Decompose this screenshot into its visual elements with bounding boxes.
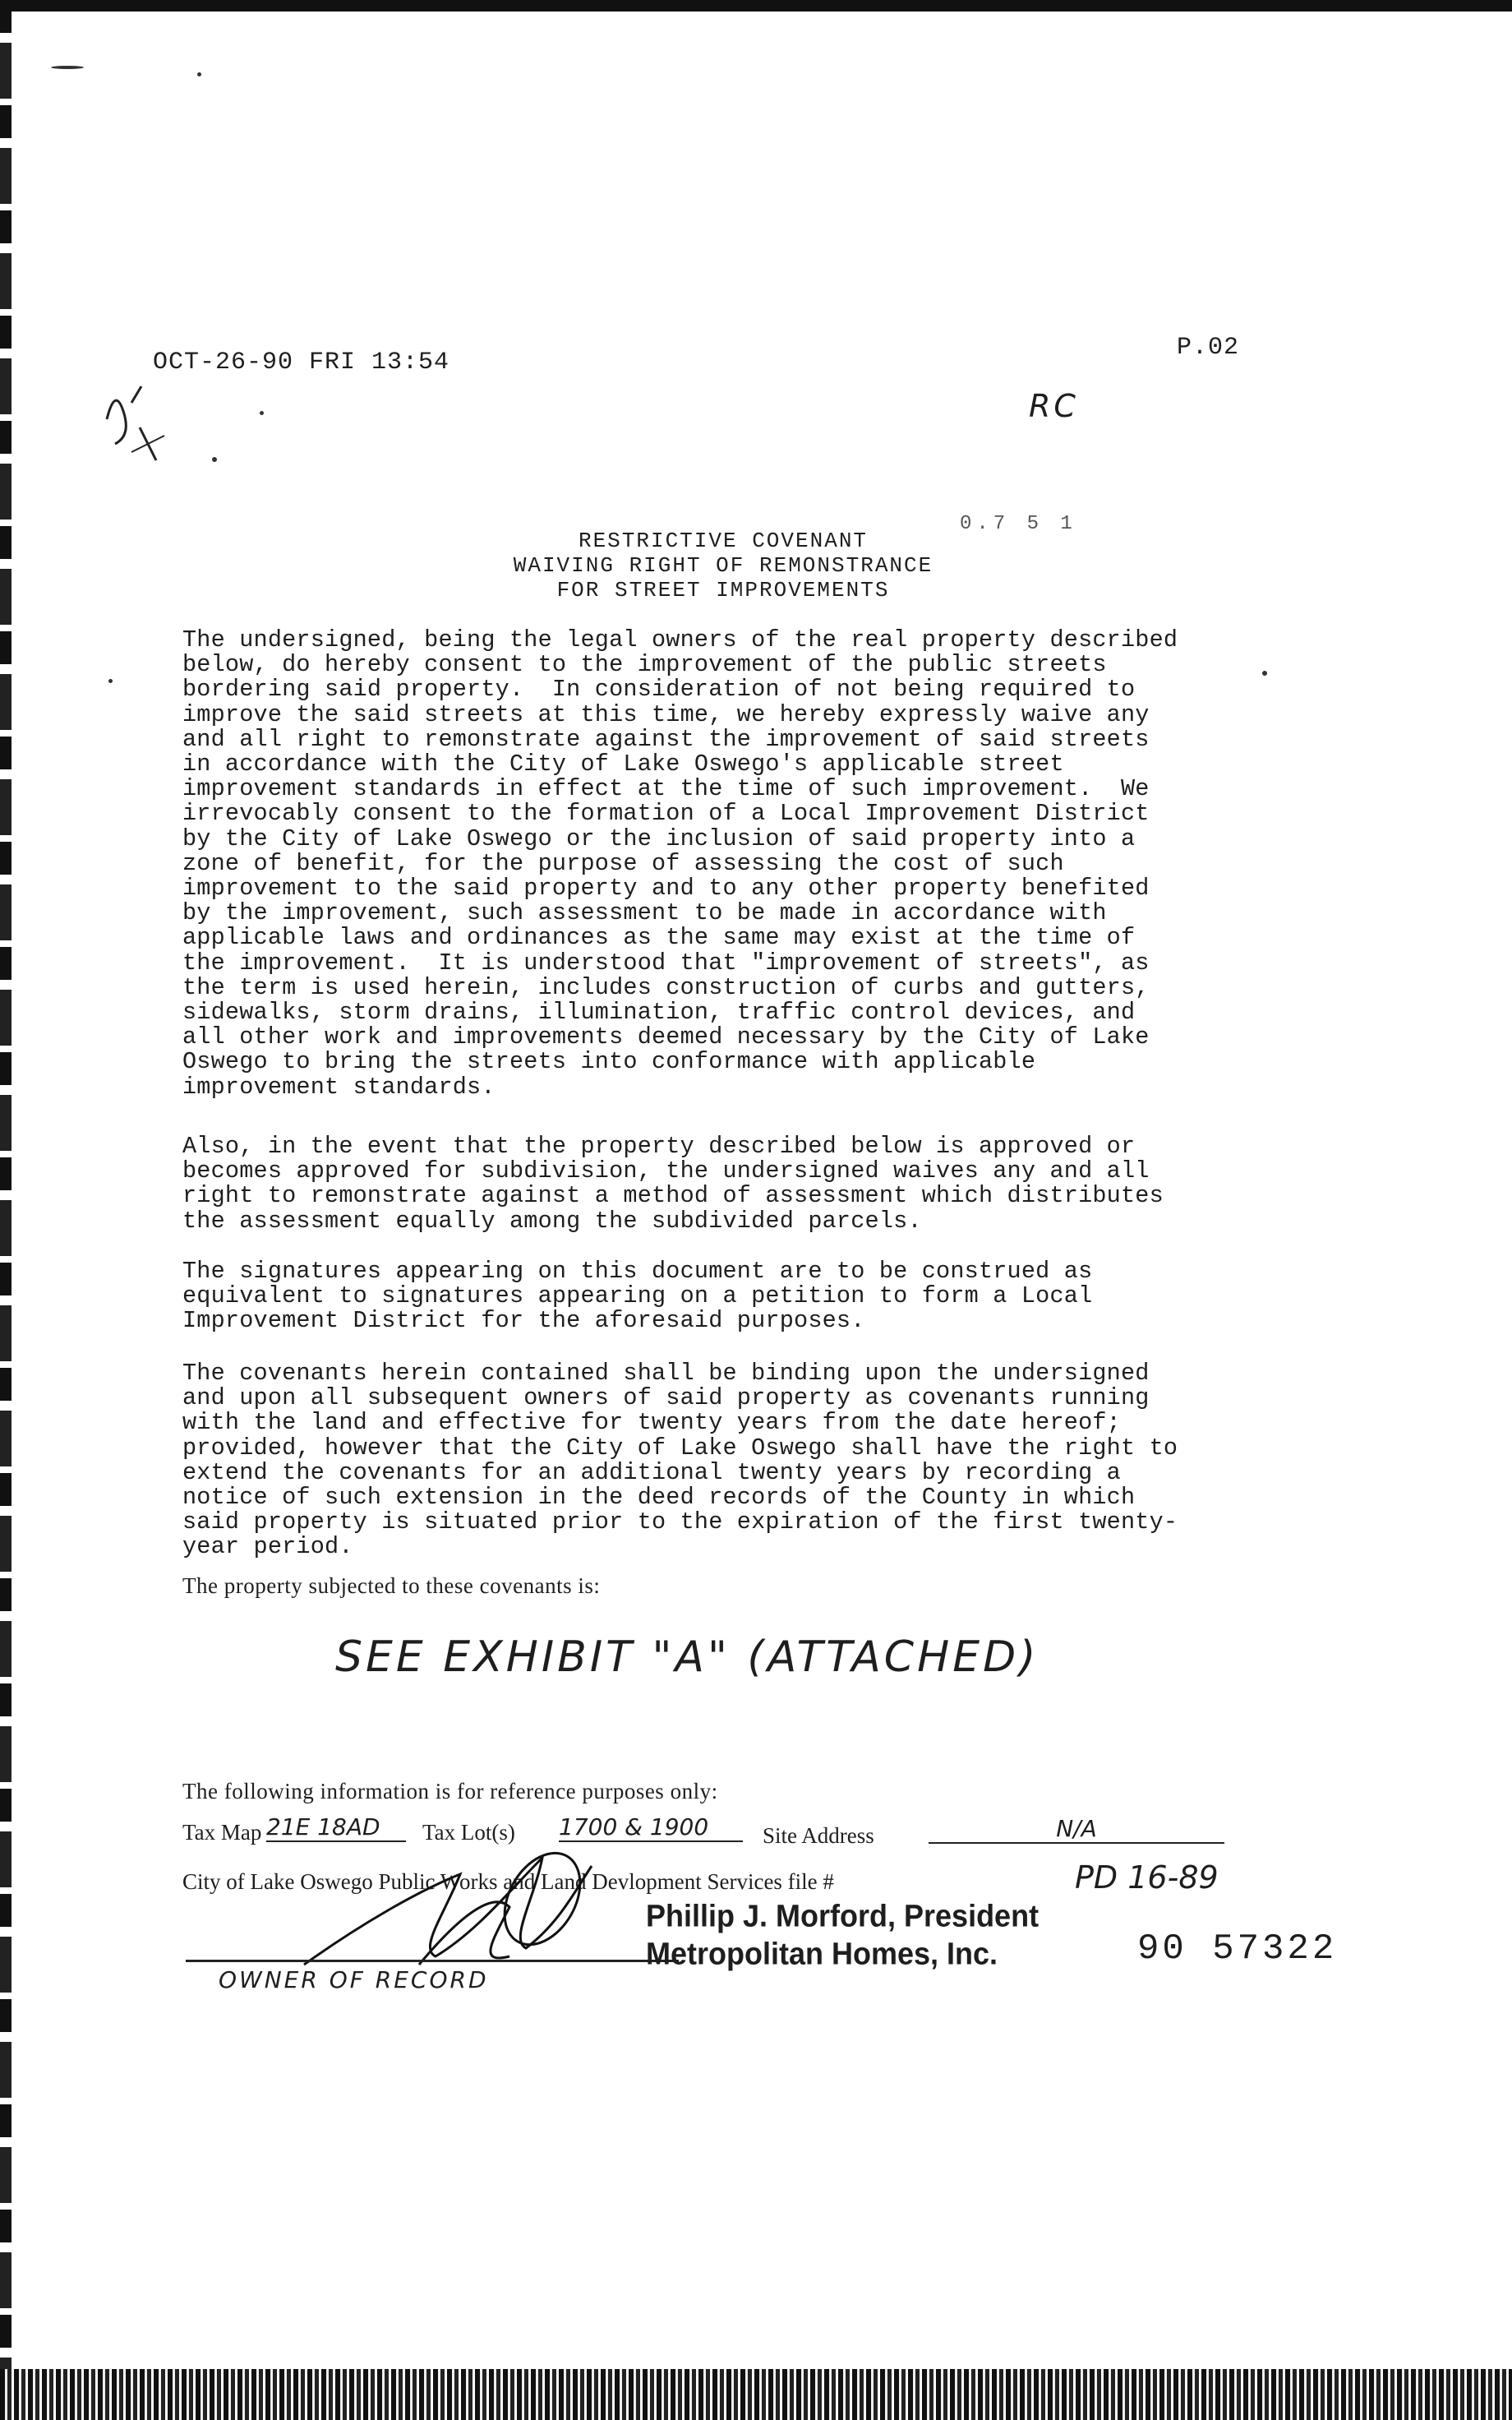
- signer-name: [646, 1897, 1039, 1973]
- paragraph-line: the assessment equally among the subdivided parcels.: [182, 1207, 922, 1235]
- paragraph-line: by the City of Lake Oswego or the inclusion of said property into a: [182, 824, 1136, 852]
- paragraph-line: the term is used herein, includes construction of curbs and gutters,: [182, 973, 1150, 1001]
- paragraph-line: all other work and improvements deemed necessary by the City of Lake: [182, 1023, 1150, 1051]
- scan-speck: [51, 66, 84, 69]
- paragraph-line: improvement to the said property and to any other property benefited: [182, 875, 1150, 903]
- property-exhibit-handwritten: SEE EXHIBIT "A" (ATTACHED): [335, 1633, 1040, 1682]
- owner-of-record-label: OWNER OF RECORD: [219, 1966, 489, 1993]
- tax-lots-value: 1700 & 1900: [559, 1813, 743, 1842]
- document-title-line3: FOR STREET IMPROVEMENTS: [556, 578, 890, 603]
- paragraph-line: The signatures appearing on this document are to be construed as: [182, 1258, 1093, 1285]
- scan-left-edge: [0, 0, 12, 2420]
- paragraph-signatures: [182, 1259, 1267, 1334]
- scan-bottom-edge: [0, 2369, 1512, 2420]
- paragraph-line: sidewalks, storm drains, illumination, traffic control devices, and: [182, 999, 1136, 1027]
- document-title-line2: WAIVING RIGHT OF REMONSTRANCE: [513, 553, 933, 578]
- paragraph-consent: [182, 628, 1267, 1100]
- paragraph-line: extend the covenants for an additional twenty years by recording a: [182, 1458, 1121, 1486]
- scan-speck: [197, 72, 201, 76]
- paragraph-line: Oswego to bring the streets into conformance with applicable: [182, 1048, 1036, 1076]
- fax-page-label: P.02: [1177, 334, 1240, 362]
- signature-line: [186, 1960, 679, 1962]
- paragraph-line: applicable laws and ordinances as the same may exist at the time of: [182, 924, 1136, 952]
- recording-number: 90 57322: [1137, 1928, 1338, 1970]
- handwritten-initials: RC: [1029, 388, 1079, 424]
- paragraph-line: the improvement. It is understood that "improvement of streets", as: [182, 949, 1150, 977]
- tax-map-value: 21E 18AD: [266, 1813, 406, 1842]
- paragraph-line: improvement standards.: [182, 1073, 496, 1101]
- paragraph-line: said property is situated prior to the expiration of the first twenty-: [182, 1508, 1178, 1536]
- paragraph-line: provided, however that the City of Lake Oswego shall have the right to: [182, 1434, 1178, 1462]
- paragraph-subdivision: [182, 1134, 1267, 1234]
- paragraph-line: The covenants herein contained shall be binding upon the undersigned: [182, 1360, 1150, 1387]
- paragraph-line: equivalent to signatures appearing on a petition to form a Local: [182, 1282, 1093, 1310]
- site-address-label: Site Address: [763, 1823, 874, 1848]
- paragraph-line: below, do hereby consent to the improvement of the public streets: [182, 651, 1107, 679]
- paragraph-line: Improvement District for the aforesaid purposes.: [182, 1307, 865, 1335]
- paragraph-line: in accordance with the City of Lake Oswego's applicable street: [182, 750, 1064, 778]
- site-address-value: N/A: [929, 1815, 1224, 1844]
- signer-name-line1: Phillip J. Morford, President: [646, 1897, 1040, 1933]
- paragraph-line: right to remonstrate against a method of assessment which distributes: [182, 1182, 1164, 1210]
- paragraph-line: by the improvement, such assessment to be made in accordance with: [182, 899, 1107, 927]
- paragraph-line: The undersigned, being the legal owners of the real property described: [182, 626, 1178, 653]
- tax-map-label: Tax Map: [182, 1820, 262, 1845]
- paragraph-line: with the land and effective for twenty years from the date hereof;: [182, 1409, 1121, 1437]
- paragraph-line: bordering said property. In consideration of not being required to: [182, 676, 1136, 704]
- document-title-line1: RESTRICTIVE COVENANT: [578, 529, 869, 553]
- scan-speck: [260, 411, 264, 415]
- paragraph-line: becomes approved for subdivision, the undersigned waives any and all: [182, 1157, 1150, 1185]
- paragraph-line: notice of such extension in the deed records of the County in which: [182, 1484, 1136, 1512]
- reference-intro: The following information is for reference purposes only:: [182, 1779, 718, 1803]
- fax-header-stamp: OCT-26-90 FRI 13:54: [153, 349, 450, 376]
- paragraph-line: Also, in the event that the property described below is approved or: [182, 1133, 1136, 1160]
- paragraph-line: and upon all subsequent owners of said property as covenants running: [182, 1384, 1150, 1412]
- signer-company: Metropolitan Homes, Inc.: [646, 1936, 998, 1972]
- stamp-fragment: 0.7 5 1: [960, 513, 1077, 535]
- property-intro: The property subjected to these covenants is:: [182, 1573, 601, 1598]
- paragraph-line: zone of benefit, for the purpose of assessing the cost of such: [182, 849, 1064, 877]
- file-label: City of Lake Oswego Public Works and Land Devlopment Services file #: [182, 1869, 834, 1894]
- paragraph-line: irrevocably consent to the formation of a Local Improvement District: [182, 800, 1150, 828]
- scan-top-edge: [0, 0, 1512, 12]
- tax-lots-label: Tax Lot(s): [422, 1820, 515, 1845]
- paragraph-binding: [182, 1361, 1267, 1560]
- paragraph-line: improvement standards in effect at the time of such improvement. We: [182, 775, 1150, 803]
- paragraph-line: and all right to remonstrate against the improvement of said streets: [182, 725, 1150, 753]
- file-value: PD 16-89: [1075, 1859, 1219, 1896]
- paragraph-line: year period.: [182, 1533, 353, 1561]
- paragraph-line: improve the said streets at this time, we hereby expressly waive any: [182, 700, 1150, 728]
- scan-speck: [108, 679, 113, 683]
